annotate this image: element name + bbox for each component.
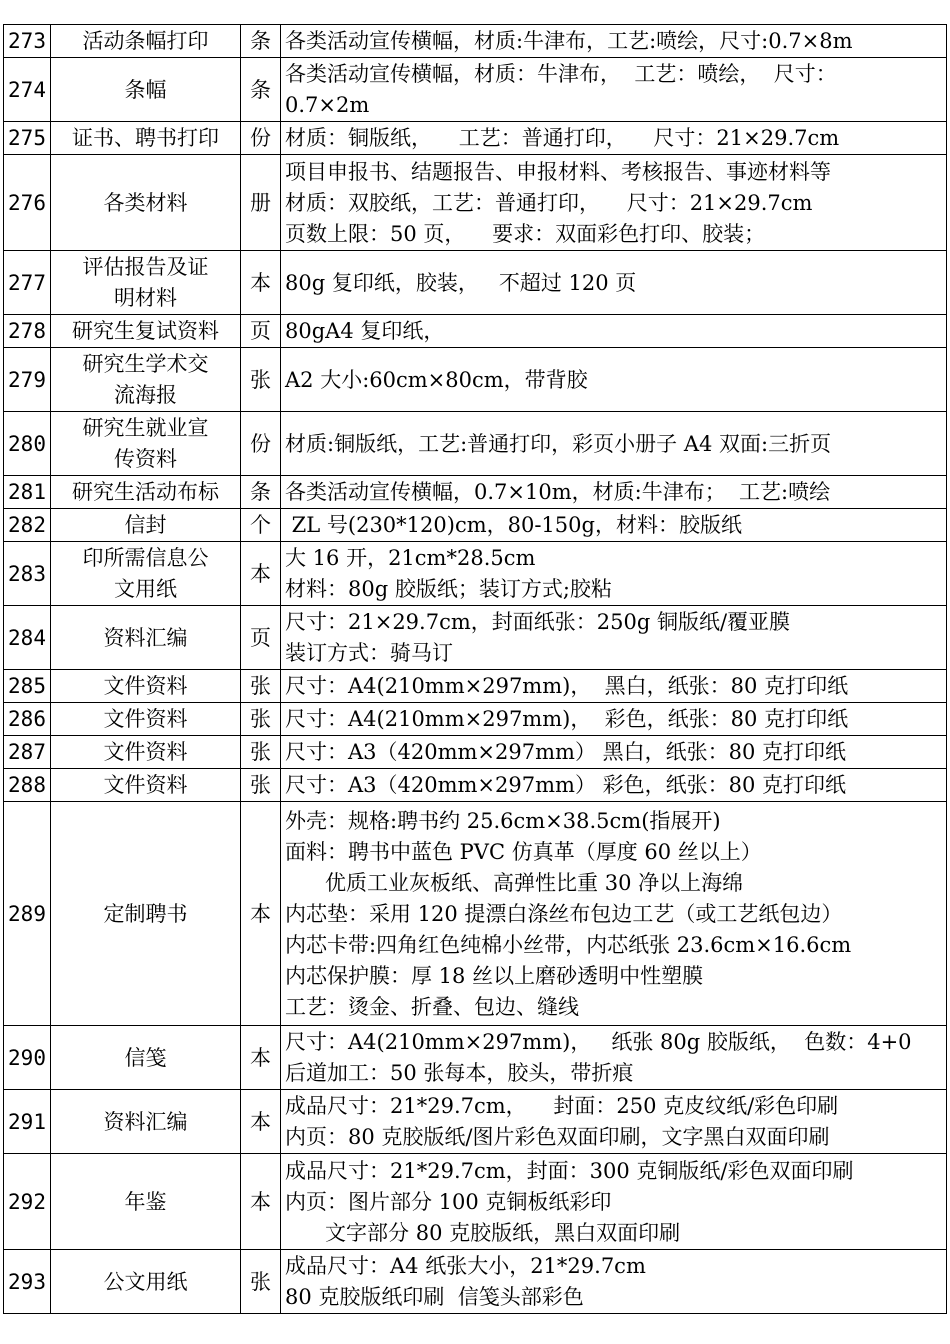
item-unit: 本: [241, 1026, 281, 1090]
item-spec: [281, 542, 947, 606]
item-spec: [281, 736, 947, 769]
row-number: 278: [4, 315, 51, 348]
item-unit: 张: [241, 348, 281, 412]
table-row: [4, 315, 947, 348]
spec-line: 内芯卡带:四角红色纯棉小丝带，内芯纸张 23.6cm×16.6cm: [285, 932, 852, 957]
item-spec: [281, 670, 947, 703]
table-row: [4, 606, 947, 670]
spec-line: 内芯垫：采用 120 提漂白涤丝布包边工艺（或工艺纸包边）: [285, 901, 843, 926]
spec-line: ZL 号(230*120)cm，80-150g，材料：胶版纸: [285, 513, 742, 537]
item-unit: 份: [241, 412, 281, 476]
item-spec: [281, 25, 947, 58]
row-number: 293: [4, 1250, 51, 1314]
spec-line: 优质工业灰板纸、高弹性比重 30 净以上海绵: [285, 870, 744, 895]
spec-line: 页数上限：50 页， 要求：双面彩色打印、胶装；: [285, 221, 766, 246]
row-number: 275: [4, 122, 51, 155]
row-number: 287: [4, 736, 51, 769]
table-row: [4, 476, 947, 509]
item-unit: 张: [241, 736, 281, 769]
item-name: 研究生就业宣 传资料: [51, 412, 241, 476]
item-name: 年鉴: [51, 1154, 241, 1250]
spec-line: 装订方式：骑马订: [285, 641, 453, 665]
spec-line: 大 16 开，21cm*28.5cm: [285, 546, 536, 570]
item-spec: [281, 251, 947, 315]
item-name: 文件资料: [51, 769, 241, 802]
item-name: 评估报告及证 明材料: [51, 251, 241, 315]
item-unit: 个: [241, 509, 281, 542]
spec-line: 面料：聘书中蓝色 PVC 仿真革（厚度 60 丝以上）: [285, 839, 762, 864]
item-name: 文件资料: [51, 736, 241, 769]
spec-line: 各类活动宣传横幅，0.7×10m，材质:牛津布； 工艺:喷绘: [285, 480, 831, 504]
spec-line: 尺寸：21×29.7cm，封面纸张：250g 铜版纸/覆亚膜: [285, 610, 791, 634]
item-spec: [281, 476, 947, 509]
row-number: 290: [4, 1026, 51, 1090]
spec-line: 尺寸：A4(210mm×297mm)， 纸张 80g 胶版纸， 色数：4+0: [285, 1030, 912, 1054]
table-row: [4, 670, 947, 703]
item-name: 资料汇编: [51, 606, 241, 670]
spec-table-body: [4, 25, 947, 1314]
table-row: [4, 348, 947, 412]
row-number: 273: [4, 25, 51, 58]
item-unit: 张: [241, 703, 281, 736]
item-unit: 本: [241, 1154, 281, 1250]
item-name: 研究生学术交 流海报: [51, 348, 241, 412]
item-spec: [281, 155, 947, 251]
item-unit: 张: [241, 1250, 281, 1314]
spec-line: 成品尺寸：A4 纸张大小，21*29.7cm: [285, 1254, 646, 1278]
table-row: [4, 802, 947, 1026]
spec-line: 材料：80g 胶版纸；装订方式;胶粘: [285, 577, 612, 601]
item-unit: 本: [241, 251, 281, 315]
item-spec: [281, 348, 947, 412]
item-name: 研究生活动布标: [51, 476, 241, 509]
table-row: [4, 736, 947, 769]
row-number: 276: [4, 155, 51, 251]
spec-line: 后道加工：50 张每本，胶头，带折痕: [285, 1061, 634, 1085]
item-name: 公文用纸: [51, 1250, 241, 1314]
spec-line: 内页：图片部分 100 克铜板纸彩印: [285, 1189, 612, 1214]
table-row: [4, 509, 947, 542]
spec-line: 尺寸：A3（420mm×297mm） 黑白，纸张：80 克打印纸: [285, 740, 847, 764]
item-unit: 页: [241, 606, 281, 670]
spec-line: 材质：铜版纸， 工艺：普通打印， 尺寸：21×29.7cm: [285, 126, 840, 150]
item-spec: [281, 122, 947, 155]
row-number: 281: [4, 476, 51, 509]
item-name: 信封: [51, 509, 241, 542]
spec-table: [3, 24, 947, 1314]
table-row: [4, 122, 947, 155]
item-unit: 本: [241, 1090, 281, 1154]
item-spec: [281, 1250, 947, 1314]
spec-line: 各类活动宣传横幅，材质：牛津布， 工艺：喷绘， 尺寸：: [285, 62, 837, 86]
item-name: 文件资料: [51, 703, 241, 736]
item-spec: [281, 606, 947, 670]
item-unit: 条: [241, 58, 281, 122]
spec-line: 材质:铜版纸，工艺:普通打印，彩页小册子 A4 双面:三折页: [285, 431, 832, 456]
spec-line: 工艺：烫金、折叠、包边、缝线: [285, 994, 579, 1019]
item-unit: 条: [241, 476, 281, 509]
row-number: 279: [4, 348, 51, 412]
table-row: [4, 1090, 947, 1154]
item-spec: [281, 412, 947, 476]
row-number: 277: [4, 251, 51, 315]
spec-line: A2 大小:60cm×80cm，带背胶: [285, 367, 588, 392]
item-spec: [281, 1026, 947, 1090]
spec-line: 文字部分 80 克胶版纸，黑白双面印刷: [285, 1220, 681, 1245]
row-number: 282: [4, 509, 51, 542]
table-row: [4, 769, 947, 802]
item-name: 活动条幅打印: [51, 25, 241, 58]
table-row: [4, 542, 947, 606]
spec-line: 各类活动宣传横幅，材质:牛津布，工艺:喷绘，尺寸:0.7×8m: [285, 29, 853, 53]
item-unit: 份: [241, 122, 281, 155]
item-unit: 册: [241, 155, 281, 251]
item-unit: 页: [241, 315, 281, 348]
item-name: 各类材料: [51, 155, 241, 251]
spec-line: 外壳：规格:聘书约 25.6cm×38.5cm(指展开): [285, 808, 721, 833]
spec-line: 项目申报书、结题报告、申报材料、考核报告、事迹材料等: [285, 159, 831, 184]
item-unit: 本: [241, 802, 281, 1026]
item-name: 研究生复试资料: [51, 315, 241, 348]
item-unit: 本: [241, 542, 281, 606]
item-spec: [281, 769, 947, 802]
item-name: 印所需信息公 文用纸: [51, 542, 241, 606]
spec-line: 尺寸：A4(210mm×297mm)， 黑白，纸张：80 克打印纸: [285, 674, 849, 698]
spec-line: 材质：双胶纸，工艺：普通打印， 尺寸：21×29.7cm: [285, 190, 813, 215]
row-number: 285: [4, 670, 51, 703]
row-number: 280: [4, 412, 51, 476]
table-row: [4, 1026, 947, 1090]
spec-line: 80gA4 复印纸，: [285, 319, 445, 343]
item-spec: [281, 703, 947, 736]
item-name: 条幅: [51, 58, 241, 122]
row-number: 286: [4, 703, 51, 736]
item-unit: 张: [241, 670, 281, 703]
row-number: 283: [4, 542, 51, 606]
row-number: 291: [4, 1090, 51, 1154]
item-unit: 张: [241, 769, 281, 802]
item-name: 定制聘书: [51, 802, 241, 1026]
table-row: [4, 58, 947, 122]
spec-line: 成品尺寸：21*29.7cm，封面：300 克铜版纸/彩色双面印刷: [285, 1158, 854, 1183]
row-number: 274: [4, 58, 51, 122]
spec-line: 0.7×2m: [285, 93, 370, 117]
spec-line: 80 克胶版纸印刷 信笺头部彩色: [285, 1285, 584, 1309]
item-spec: [281, 58, 947, 122]
table-row: [4, 251, 947, 315]
row-number: 288: [4, 769, 51, 802]
table-row: [4, 412, 947, 476]
table-row: [4, 703, 947, 736]
spec-line: 成品尺寸：21*29.7cm， 封面：250 克皮纹纸/彩色印刷: [285, 1094, 839, 1118]
item-spec: [281, 509, 947, 542]
spec-line: 80g 复印纸，胶装， 不超过 120 页: [285, 270, 637, 295]
item-spec: [281, 802, 947, 1026]
item-unit: 条: [241, 25, 281, 58]
row-number: 289: [4, 802, 51, 1026]
row-number: 284: [4, 606, 51, 670]
item-name: 证书、聘书打印: [51, 122, 241, 155]
table-row: [4, 155, 947, 251]
spec-line: 内页：80 克胶版纸/图片彩色双面印刷，文字黑白双面印刷: [285, 1125, 830, 1149]
table-row: [4, 1250, 947, 1314]
spec-line: 尺寸：A4(210mm×297mm)， 彩色，纸张：80 克打印纸: [285, 707, 849, 731]
table-row: [4, 1154, 947, 1250]
item-spec: [281, 1154, 947, 1250]
row-number: 292: [4, 1154, 51, 1250]
item-name: 文件资料: [51, 670, 241, 703]
spec-line: 尺寸：A3（420mm×297mm） 彩色，纸张：80 克打印纸: [285, 773, 847, 797]
table-row: [4, 25, 947, 58]
item-name: 信笺: [51, 1026, 241, 1090]
item-name: 资料汇编: [51, 1090, 241, 1154]
spec-line: 内芯保护膜：厚 18 丝以上磨砂透明中性塑膜: [285, 963, 704, 988]
item-spec: [281, 315, 947, 348]
item-spec: [281, 1090, 947, 1154]
